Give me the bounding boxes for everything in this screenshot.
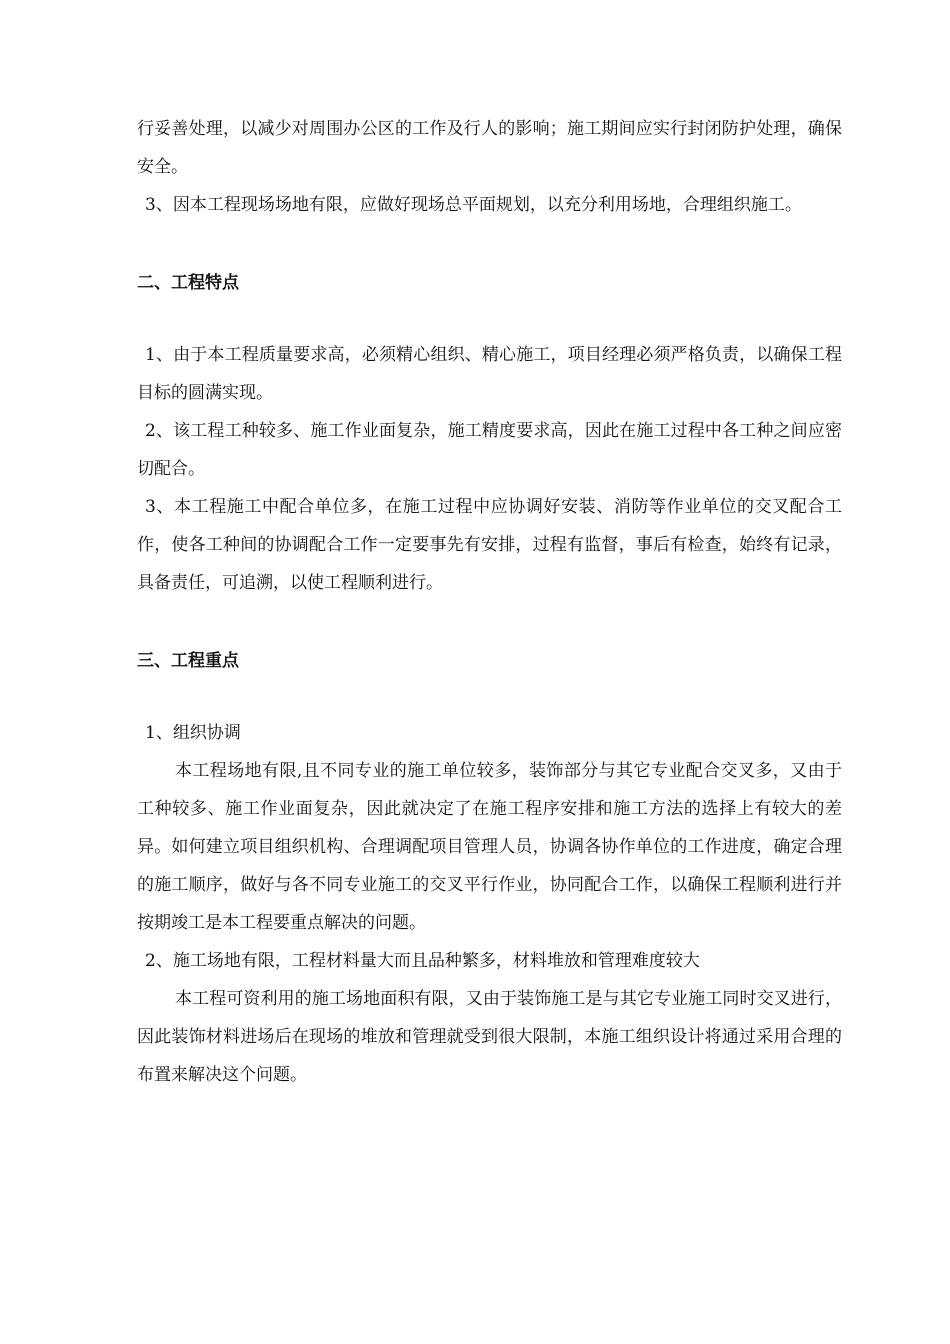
section-3-body-1: 本工程场地有限,且不同专业的施工单位较多，装饰部分与其它专业配合交叉多，又由于工种较多、施工作业面复杂，因此就决定了在施工程序安排和施工方法的选择上有较大的差异。如何建立项目组织机构、合理调配项目管理人员，协调各协作单位的工作进度，确定合理的施工顺序，做好与各不同专业施工的交叉平行作业，协同配合工作，以确保工程顺利进行并按期竣工是本工程要重点解决的问题。 xyxy=(137,761,842,933)
intro-paragraph-2: 3、因本工程现场场地有限，应做好现场总平面规划，以充分利用场地，合理组织施工。 xyxy=(145,195,802,215)
spacer xyxy=(137,680,842,714)
section-2-item-1: 1、由于本工程质量要求高，必须精心组织、精心施工，项目经理必须严格负责，以确保工程目标的圆满实现。 xyxy=(137,345,842,403)
section-3-subheading-1: 1、组织协调 xyxy=(145,723,241,743)
spacer xyxy=(137,224,842,264)
spacer xyxy=(137,602,842,642)
section-2-item-2: 2、该工程工种较多、施工作业面复杂，施工精度要求高，因此在施工过程中各工种之间应密切配合。 xyxy=(137,421,842,479)
section-3-title: 三、工程重点 xyxy=(137,651,239,671)
section-3-body-2: 本工程可资利用的施工场地面积有限，又由于装饰施工是与其它专业施工同时交叉进行，因此装饰材料进场后在现场的堆放和管理就受到很大限制，本施工组织设计将通过采用合理的布置来解决这个问题。 xyxy=(137,989,842,1085)
section-2-title: 二、工程特点 xyxy=(137,273,239,293)
spacer xyxy=(137,302,842,336)
section-3-subheading-2: 2、施工场地有限，工程材料量大而且品种繁多，材料堆放和管理难度较大 xyxy=(145,951,700,971)
document-page xyxy=(137,110,842,1094)
section-2-item-3: 3、本工程施工中配合单位多，在施工过程中应协调好安装、消防等作业单位的交叉配合工作，使各工种间的协调配合工作一定要事先有安排，过程有监督，事后有检查，始终有记录，具备责任，可追溯，以使工程顺利进行。 xyxy=(137,497,842,593)
intro-paragraph-1: 行妥善处理，以减少对周围办公区的工作及行人的影响；施工期间应实行封闭防护处理，确保安全。 xyxy=(137,119,842,177)
